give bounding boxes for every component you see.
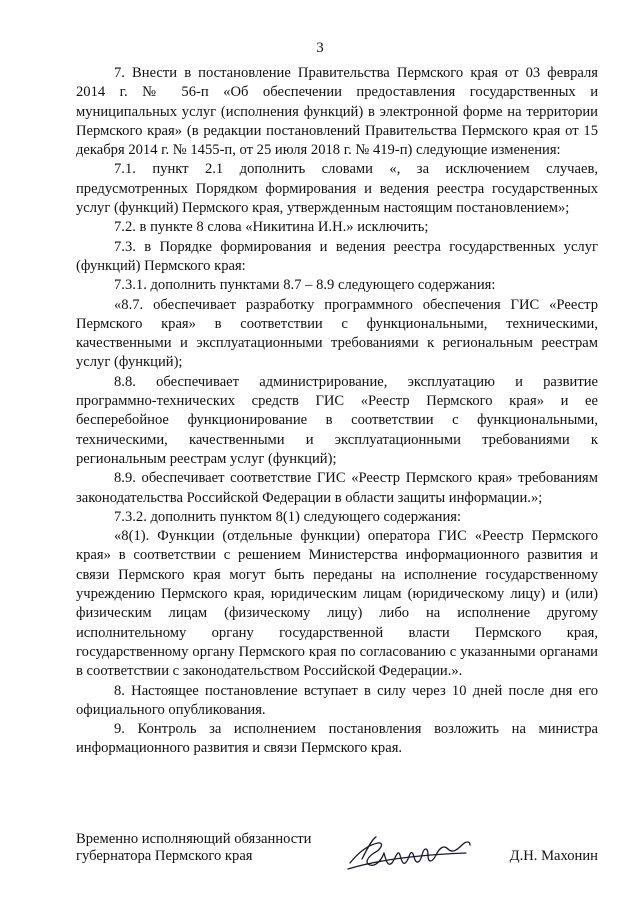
paragraph-8-8: 8.8. обеспечивает администрирование, эксплуатацию и развитие программно-технических средств ГИС «Реестр Пермского края» и ее бесперебойное функционирование в соответствии с функциональными, техническими, качественными и эксплуатационными требованиями к региональным реестрам услуг (функций); [76,373,598,467]
paragraph-8: 8. Настоящее постановление вступает в силу через 10 дней после дня его официального опубликования. [76,682,598,718]
signature-block [76,831,598,881]
paragraph-8-1: «8(1). Функции (отдельные функции) оператора ГИС «Реестр Пермского края» в соответствии с решением Министерства информационного развития и связи Пермского края могут быть переданы на исполнение государственному учреждению Пермского края, юридическим лицам (юридическому лицу) и (или) физическим лицам (физическому лицу) либо на исполнение другому исполнительному органу государственной власти Пермского края, государственному органу Пермского края по согласованию с указанными органами в соответствии с законодательством Российской Федерации.». [76,528,598,680]
paragraph-8-7: «8.7. обеспечивает разработку программного обеспечения ГИС «Реестр Пермского края» в соответствии с функциональными, техническими, качественными и эксплуатационными требованиями к региональным реестрам услуг (функций); [76,296,598,371]
paragraph-7-2: 7.2. в пункте 8 слова «Никитина И.Н.» исключить; [114,219,429,236]
document-body [76,64,598,759]
paragraph-7-3-1: 7.3.1. дополнить пунктами 8.7 – 8.9 следующего содержания: [114,277,496,294]
signer-title-line-1: Временно исполняющий обязанности [76,831,312,847]
page-number: 3 [316,40,324,56]
paragraph-7: 7. Внести в постановление Правительства Пермского края от 03 февраля 2014 г. № 56-п «Об обеспечении предоставления государственных и муниципальных услуг (исполнения функций) в электронной форме на территории Пермского края» (в редакции постановлений Правительства Пермского края от 15 декабря 2014 г. № 1455-п, от 25 июля 2018 г. № 419-п) следующие изменения: [76,65,598,159]
paragraph-7-3-2: 7.3.2. дополнить пунктом 8(1) следующего содержания: [114,508,462,525]
signer-title [76,831,311,865]
signer-title-line-2: губернатора Пермского края [76,848,253,864]
paragraph-7-3: 7.3. в Порядке формирования и ведения реестра государственных услуг (функций) Пермского края: [76,238,598,274]
paragraph-8-9: 8.9. обеспечивает соответствие ГИС «Реестр Пермского края» требованиям законодательства Российской Федерации в области защиты информации.»; [76,470,598,506]
signer-name: Д.Н. Махонин [509,848,598,864]
handwritten-signature [344,833,474,877]
paragraph-7-1: 7.1. пункт 2.1 дополнить словами «, за исключением случаев, предусмотренных Порядком формирования и ведения реестра государственных услуг (функций) Пермского края, утвержденным настоящим постановлением»; [76,161,598,217]
paragraph-9: 9. Контроль за исполнением постановления возложить на министра информационного развития и связи Пермского края. [76,721,598,757]
